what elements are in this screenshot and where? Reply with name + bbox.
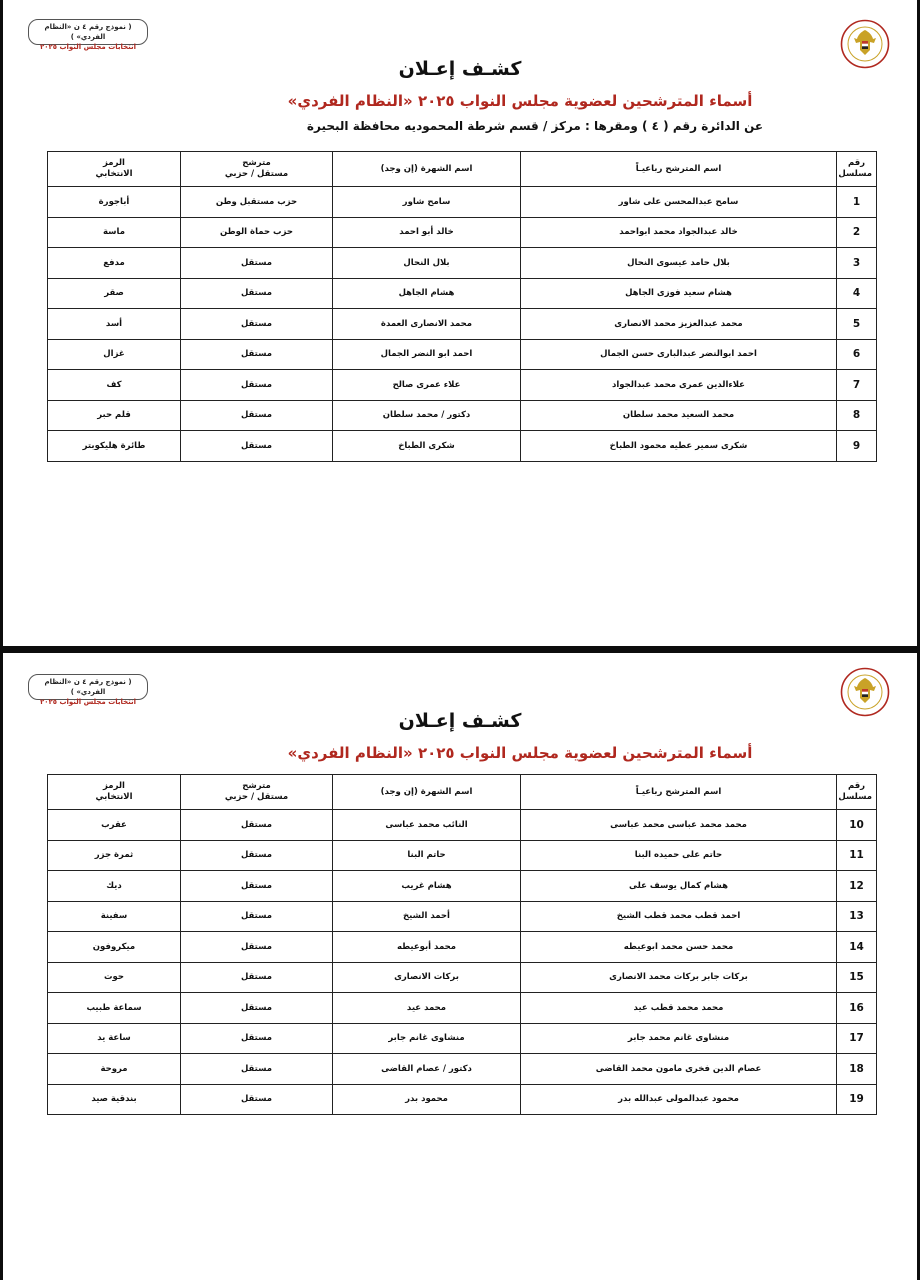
- form-number-text: ( نموذج رقم ٤ ن «النظام الفردي» ): [44, 23, 132, 41]
- symbol-cell: سماعة طبيب: [48, 993, 181, 1024]
- table-row: [48, 400, 877, 431]
- table-row: [48, 901, 877, 932]
- name-cell: بركات جابر بركات محمد الانصارى: [521, 962, 837, 993]
- table-row: [48, 1023, 877, 1054]
- election-name-text: انتخابات مجلس النواب ٢٠٢٥: [39, 43, 137, 51]
- serial-cell: 8: [837, 400, 877, 431]
- document-page-2: [3, 653, 917, 1280]
- symbol-cell: مدفع: [48, 248, 181, 279]
- table-row: [48, 993, 877, 1024]
- symbol-cell: مروحة: [48, 1054, 181, 1085]
- fame-cell: محمد أبوعيطه: [333, 932, 521, 963]
- type-cell: مستقل: [181, 309, 333, 340]
- type-cell: مستقل: [181, 278, 333, 309]
- serial-cell: 14: [837, 932, 877, 963]
- header-name: اسم المترشح رباعيـاً: [521, 775, 837, 810]
- table-row: [48, 370, 877, 401]
- serial-cell: 15: [837, 962, 877, 993]
- symbol-cell: صقر: [48, 278, 181, 309]
- type-cell: مستقل: [181, 400, 333, 431]
- fame-cell: أحمد الشيخ: [333, 901, 521, 932]
- serial-cell: 5: [837, 309, 877, 340]
- candidates-table: [47, 774, 877, 1115]
- fame-cell: علاء عمرى صالح: [333, 370, 521, 401]
- type-cell: حزب حماة الوطن: [181, 217, 333, 248]
- symbol-cell: ميكروفون: [48, 932, 181, 963]
- serial-cell: 13: [837, 901, 877, 932]
- type-cell: مستقل: [181, 840, 333, 871]
- serial-cell: 1: [837, 187, 877, 218]
- symbol-cell: قلم حبر: [48, 400, 181, 431]
- serial-cell: 9: [837, 431, 877, 462]
- type-cell: مستقل: [181, 810, 333, 841]
- fame-cell: حاتم البنا: [333, 840, 521, 871]
- header-type: مترشح مستقل / حزبي: [181, 152, 333, 187]
- symbol-cell: ديك: [48, 871, 181, 902]
- type-cell: مستقل: [181, 339, 333, 370]
- fame-cell: بركات الانصارى: [333, 962, 521, 993]
- name-cell: منشاوى غانم محمد جابر: [521, 1023, 837, 1054]
- header-symbol: الرمز الانتخابي: [48, 152, 181, 187]
- type-cell: مستقل: [181, 1023, 333, 1054]
- document-subtitle: أسماء المترشحين لعضوية مجلس النواب ٢٠٢٥ «النظام الفردي»: [287, 92, 753, 110]
- table-row: [48, 248, 877, 279]
- serial-cell: 3: [837, 248, 877, 279]
- serial-cell: 7: [837, 370, 877, 401]
- fame-cell: خالد أبو احمد: [333, 217, 521, 248]
- fame-cell: هشام غريب: [333, 871, 521, 902]
- table-row: [48, 840, 877, 871]
- symbol-cell: ماسة: [48, 217, 181, 248]
- symbol-cell: طائرة هليكوبتر: [48, 431, 181, 462]
- fame-cell: سامح شاور: [333, 187, 521, 218]
- document-page-1: [3, 0, 917, 646]
- symbol-cell: سفينة: [48, 901, 181, 932]
- table-row: [48, 962, 877, 993]
- fame-cell: بلال النحال: [333, 248, 521, 279]
- name-cell: علاءالدين عمرى محمد عبدالجواد: [521, 370, 837, 401]
- symbol-cell: عقرب: [48, 810, 181, 841]
- table-row: [48, 431, 877, 462]
- serial-cell: 10: [837, 810, 877, 841]
- serial-cell: 11: [837, 840, 877, 871]
- type-cell: مستقل: [181, 871, 333, 902]
- table-row: [48, 217, 877, 248]
- fame-cell: دكتور / محمد سلطان: [333, 400, 521, 431]
- symbol-cell: أباجورة: [48, 187, 181, 218]
- table-row: [48, 932, 877, 963]
- fame-cell: محمود بدر: [333, 1084, 521, 1115]
- fame-cell: النائب محمد عباسى: [333, 810, 521, 841]
- type-cell: مستقل: [181, 962, 333, 993]
- header-serial: رقم مسلسل: [837, 775, 877, 810]
- fame-cell: شكرى الطباخ: [333, 431, 521, 462]
- document-title: كشـف إعـلان: [398, 710, 522, 732]
- table-row: [48, 810, 877, 841]
- fame-cell: احمد ابو النضر الجمال: [333, 339, 521, 370]
- document-subtitle: أسماء المترشحين لعضوية مجلس النواب ٢٠٢٥ «النظام الفردي»: [287, 744, 753, 762]
- serial-cell: 4: [837, 278, 877, 309]
- name-cell: عصام الدين فخرى مامون محمد القاضى: [521, 1054, 837, 1085]
- form-number-badge: [28, 19, 148, 51]
- candidates-table: [47, 151, 877, 462]
- type-cell: مستقل: [181, 901, 333, 932]
- name-cell: حاتم على حميده البنا: [521, 840, 837, 871]
- form-number-text: ( نموذج رقم ٤ ن «النظام الفردي» ): [44, 678, 132, 696]
- name-cell: احمد ابوالنضر عبدالبارى حسن الجمال: [521, 339, 837, 370]
- table-header-row: [48, 775, 877, 810]
- serial-cell: 16: [837, 993, 877, 1024]
- type-cell: مستقل: [181, 431, 333, 462]
- fame-cell: هشام الجاهل: [333, 278, 521, 309]
- header-serial: رقم مسلسل: [837, 152, 877, 187]
- table-row: [48, 187, 877, 218]
- symbol-cell: ثمرة جزر: [48, 840, 181, 871]
- header-type: مترشح مستقل / حزبي: [181, 775, 333, 810]
- form-number-badge: [28, 674, 148, 706]
- fame-cell: محمد عيد: [333, 993, 521, 1024]
- symbol-cell: حوت: [48, 962, 181, 993]
- header-fame: اسم الشهرة (إن وجد): [333, 775, 521, 810]
- table-row: [48, 1084, 877, 1115]
- name-cell: هشام سعيد فوزى الجاهل: [521, 278, 837, 309]
- name-cell: احمد قطب محمد قطب الشيخ: [521, 901, 837, 932]
- header-name: اسم المترشح رباعيـاً: [521, 152, 837, 187]
- symbol-cell: أسد: [48, 309, 181, 340]
- name-cell: محمد محمد قطب عيد: [521, 993, 837, 1024]
- fame-cell: دكتور / عصام القاضى: [333, 1054, 521, 1085]
- district-info: عن الدائرة رقم ( ٤ ) ومقرها : مركز / قسم شرطة المحموديه محافظة البحيرة: [306, 119, 764, 133]
- serial-cell: 12: [837, 871, 877, 902]
- table-row: [48, 309, 877, 340]
- symbol-cell: كف: [48, 370, 181, 401]
- name-cell: هشام كمال يوسف على: [521, 871, 837, 902]
- symbol-cell: ساعة يد: [48, 1023, 181, 1054]
- table-row: [48, 278, 877, 309]
- name-cell: بلال حامد عيسوى النحال: [521, 248, 837, 279]
- serial-cell: 19: [837, 1084, 877, 1115]
- symbol-cell: بندقية صيد: [48, 1084, 181, 1115]
- type-cell: مستقل: [181, 1084, 333, 1115]
- name-cell: سامح عبدالمحسن على شاور: [521, 187, 837, 218]
- fame-cell: منشاوى غانم جابر: [333, 1023, 521, 1054]
- serial-cell: 2: [837, 217, 877, 248]
- header-fame: اسم الشهرة (إن وجد): [333, 152, 521, 187]
- type-cell: مستقل: [181, 248, 333, 279]
- name-cell: محمد السعيد محمد سلطان: [521, 400, 837, 431]
- name-cell: شكرى سمير عطيه محمود الطباخ: [521, 431, 837, 462]
- type-cell: مستقل: [181, 370, 333, 401]
- serial-cell: 18: [837, 1054, 877, 1085]
- name-cell: محمود عبدالمولى عبدالله بدر: [521, 1084, 837, 1115]
- symbol-cell: غزال: [48, 339, 181, 370]
- header-symbol: الرمز الانتخابي: [48, 775, 181, 810]
- election-name-text: انتخابات مجلس النواب ٢٠٢٥: [39, 698, 137, 706]
- serial-cell: 6: [837, 339, 877, 370]
- type-cell: مستقل: [181, 1054, 333, 1085]
- serial-cell: 17: [837, 1023, 877, 1054]
- table-row: [48, 871, 877, 902]
- name-cell: خالد عبدالجواد محمد ابواحمد: [521, 217, 837, 248]
- name-cell: محمد محمد عباسى محمد عباسى: [521, 810, 837, 841]
- fame-cell: محمد الانصارى العمدة: [333, 309, 521, 340]
- name-cell: محمد عبدالعزيز محمد الانصارى: [521, 309, 837, 340]
- table-header-row: [48, 152, 877, 187]
- type-cell: مستقل: [181, 993, 333, 1024]
- document-title: كشـف إعـلان: [398, 58, 522, 80]
- type-cell: مستقل: [181, 932, 333, 963]
- table-row: [48, 339, 877, 370]
- table-row: [48, 1054, 877, 1085]
- name-cell: محمد حسن محمد ابوعيطه: [521, 932, 837, 963]
- type-cell: حزب مستقبل وطن: [181, 187, 333, 218]
